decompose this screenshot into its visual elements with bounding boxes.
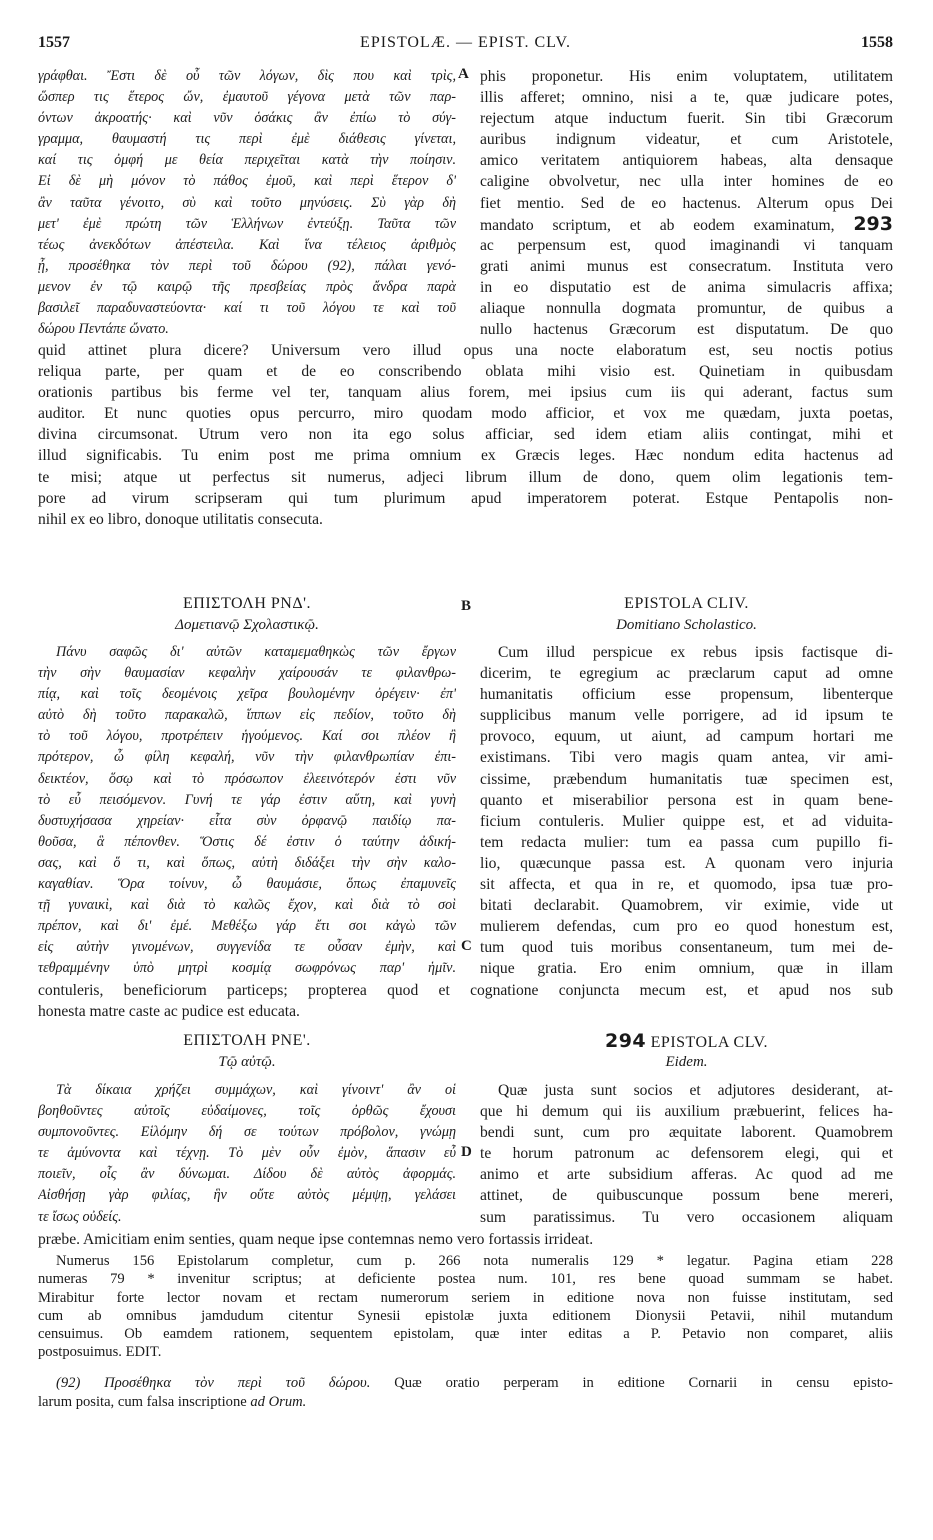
greek-addressee-155: Τῷ αὐτῷ. xyxy=(218,1054,276,1070)
running-head xyxy=(38,34,893,56)
page-number-left: 1557 xyxy=(38,34,70,51)
latin-line: dicerim, te egregium ac præclarum caput ad omne xyxy=(480,665,893,683)
latin-line: Cum illud perspicue ex rebus ipsis factisque di- xyxy=(498,644,893,661)
greek-line: τὴν σὴν θαυμασίαν κεφαλὴν χαίρουσάν τε φιλανθρω- xyxy=(38,665,456,682)
latin-letter-title-155 xyxy=(480,1030,893,1052)
latin-line: tum quod tuis moribus consentaneum, tum mei de- xyxy=(480,939,893,957)
latin-line: nullo hactenus Græcorum est disputatum. De quo xyxy=(480,321,893,339)
latin-line: grati animi munus est consecratum. Instituta vero xyxy=(480,257,893,275)
latin-line: provoco, equum, ut aiunt, ad campum hortari me xyxy=(480,728,893,746)
margin-letter-d: D xyxy=(461,1144,472,1160)
greek-column-154 xyxy=(38,642,456,980)
greek-line: πρότερον, ὦ φίλη κεφαλή, νῦν τὴν φιλανθρωπίαν ἐπι- xyxy=(38,749,456,766)
editor-note xyxy=(38,1252,893,1362)
page xyxy=(38,0,893,1540)
text-line: te misi; atque ut perfectus sit numerus, adjeci librum illum de dono, quem olim legationis tem- xyxy=(38,468,893,486)
latin-column-continuation xyxy=(480,66,893,340)
margin-letter-c: C xyxy=(461,938,472,954)
latin-line: ac perpensum est, quod imaginandi vi tanquam xyxy=(480,236,893,254)
latin-line: bendi sunt, cum pro æquitate laborent. Quamobrem xyxy=(480,1124,893,1142)
note-line: Numerus 156 Epistolarum completur, cum p. 266 nota numeralis 129 * legatur. Pagina etiam 228 xyxy=(56,1253,893,1269)
greek-line: δεικτέον, ὅσῳ καὶ τὸ πρόσωπον ἐλεεινότερόν ἐστι νῦν xyxy=(38,770,456,787)
greek-line: ᾖ, προσέθηκα τὸν περὶ τοῦ δώρου (92), πάλαι γενό- xyxy=(38,257,456,274)
footnote-text: Quæ oratio perperam in editione Cornarii in censu episto- xyxy=(394,1375,893,1391)
footnote-text: larum posita, cum falsa inscriptione xyxy=(38,1393,247,1410)
text-line: nihil ex eo libro, donoque utilitatis consecuta. xyxy=(38,510,323,528)
greek-line: πρέπον, καὶ δι' ἐμέ. Μεθέξω γάρ ἔτι σοι κἀγὼ τῶν xyxy=(38,918,456,935)
latin-line: rejectum atque inductum fuerit. Sin tibi Græcorum xyxy=(480,110,893,128)
greek-line: μενον ἐν τῷ καιρῷ τῆς πρεσβείας πρὸς ἄνδρα παρὰ xyxy=(38,278,456,295)
greek-line: τέως ἀνεκδότων ἀπέστειλα. Καὶ ἵνα τέλειος ἀριθμὸς xyxy=(38,236,456,253)
greek-column-continuation xyxy=(38,66,456,340)
greek-line: γραμμα, θαυμαστή τις περὶ ἐμὲ διάθεσις γίνεται, xyxy=(38,131,456,148)
text-line: quid attinet plura dicere? Universum vero illud opus una nocte elaboratum est, seu noctis potius xyxy=(38,342,893,359)
text-line: illud significabis. Tu enim post me prima omnium ex Græcis leges. Hæc nondum edita hactenus ad xyxy=(38,447,893,465)
latin-line: in eo disputatio est de anima simulacris affixa; xyxy=(480,278,893,296)
greek-line: τὸ εὖ πεισόμενον. Γυνή τε γάρ ἐστιν αὕτη, καὶ γυνὴ xyxy=(38,791,456,808)
greek-line: ὥσπερ τις ἕτερος ὤν, ἐμαυτοῦ γέγονα μετὰ τῶν παρ- xyxy=(38,89,456,106)
greek-line: πίᾳ, καὶ τοῖς δεομένοις χεῖρα βουλομένην ὀρέγειν· ἐπ' xyxy=(38,686,456,703)
running-title: EPISTOLÆ. — EPIST. CLV. xyxy=(360,34,571,51)
greek-line: βοηθοῦντες αὐτοῖς εὐδαίμονες, τοῖς ὀρθῶς ἔχουσι xyxy=(38,1103,456,1120)
margin-letter-a: A xyxy=(458,66,469,82)
greek-line: συμπονοῦντες. Εἱλόμην δή σε τούτων πρόβολον, γνώμῃ xyxy=(38,1124,456,1141)
latin-title-text: EPISTOLA CLV. xyxy=(650,1034,769,1051)
latin-line xyxy=(480,214,893,235)
note-line: Mirabitur forte lector novam et rectam numerorum seriem in editione nova non fuisse institutam, sed xyxy=(38,1289,893,1306)
greek-column-155 xyxy=(38,1080,456,1228)
footnote-italic: ad Orum. xyxy=(250,1393,307,1410)
latin-line: mulierem defendas, cum pro eo quod honestum est, xyxy=(480,918,893,936)
greek-line: όντων ἀκροατής· καὶ νῦν ὁσάκις ἂν ἐπίω τὸ σύγ- xyxy=(38,110,456,127)
full-width-continuation xyxy=(38,340,893,530)
greek-line: Πάνυ σαφῶς δι' αὐτῶν καταμεμαθηκὼς τῶν ἔργων xyxy=(56,644,456,660)
footnote-92 xyxy=(38,1374,893,1411)
latin-line: cissime, præbendum humanitatis tuæ specimen est, xyxy=(480,770,893,788)
latin-line: quanto et miserabilior persona est in quam bene- xyxy=(480,791,893,809)
text-line: præbe. Amicitiam enim senties, quam neque ipse contemnas nemo vero fortassis irrideat. xyxy=(38,1231,594,1248)
margin-letter-b: B xyxy=(461,598,472,614)
latin-line: Quæ justa sunt socios et adjutores desiderant, at- xyxy=(498,1082,893,1099)
latin-addressee-155: Eidem. xyxy=(665,1054,708,1070)
greek-line: γράφθαι. Ἔστι δὲ οὗ τῶν λόγων, δὶς που καὶ τρὶς, xyxy=(38,68,456,84)
greek-line: εἰς αὐτὴν γινομένων, συγγενίδα τε οὖσαν ἐμὴν, καὶ xyxy=(38,939,456,956)
latin-line: que hi demum qui iis auxilium præbuerint, felices ha- xyxy=(480,1103,893,1121)
latin-line: existimans. Tibi vero magis quam antea, vir ami- xyxy=(480,749,893,767)
latin-line: aliaque nonnulla dogmata promuntur, de quibus a xyxy=(480,300,893,318)
latin-line: phis proponetur. His enim voluptatem, utilitatem xyxy=(480,68,893,85)
note-line: numeras 79 * invenitur scriptus; at deficiente postea num. 101, res bene quoad summam se habet. xyxy=(38,1271,893,1288)
greek-line: τὸ τοῦ λόγου, προτρέπειν ἡγούμενος. Καί σοι πλέον ἢ xyxy=(38,728,456,745)
greek-line: βασιλεῖ παραδυναστεύοντα· καί τι τοῦ λόγου τε καὶ τοῦ xyxy=(38,300,456,317)
text-line: divina circumsonat. Utrum vero non ita ego solus afficiar, sed idem etiam aliis contingat, mihi et xyxy=(38,426,893,444)
greek-line: αὐτὸ δὴ τοῦτο παρακαλῶ, ἵππων εἰς πεδίον, τοῦτο δὴ xyxy=(38,707,456,724)
page-number-right: 1558 xyxy=(861,34,893,51)
latin-line: supplicibus manum velle porrigere, ad id ipsum te xyxy=(480,707,893,725)
footnote-greek-lemma: (92) Προσέθηκα τὸν περὶ τοῦ δώρου. xyxy=(56,1375,371,1391)
latin-line-text: mandato scriptum, et ab eodem examinatum, xyxy=(480,216,835,234)
greek-line: σας, καὶ ὅ τι, καὶ ὅπως, αὐτὴ διδάξει τὴν σὴν καλο- xyxy=(38,854,456,871)
text-line: pore ad virum scripseram qui tum plurimum apud imperatorem poterat. Estque Pentapolis non- xyxy=(38,489,893,507)
greek-line: Τὰ δίκαια χρήζει συμμάχων, καὶ γίνοιντ' ἂν οἱ xyxy=(56,1082,456,1098)
latin-column-154 xyxy=(480,642,893,980)
greek-line: Εἰ δὲ μὴ μόνον τὸ πάθος ἐμοῦ, καὶ περὶ ἕτερον δ' xyxy=(38,173,456,190)
footnote-line xyxy=(38,1374,893,1393)
greek-line: καί τις ὀμφή με θεία περιχεῖται κατὰ τὴν ποίησιν. xyxy=(38,152,456,169)
greek-line: τεθραμμένην ὑπὸ μητρὶ κοσμίᾳ σωφρόνως παρ' ἡμῖν. xyxy=(38,960,456,977)
latin-column-155 xyxy=(480,1080,893,1228)
note-line: censuimus. Ob eamdem rationem, sequentem epistolam, quæ inter editas a P. Petavio non comparet, aliis xyxy=(38,1326,893,1343)
latin-line: lio, quæcunque passa est. A quonam vero injuria xyxy=(480,854,893,872)
latin-line: caligine obvolvetur, nec ulla inter homines de eo xyxy=(480,173,893,191)
greek-line: δώρου Πεντάπε ὤνατο. xyxy=(38,321,169,338)
latin-line: nique gratia. Ero enim omnium, quæ in illam xyxy=(480,960,893,978)
greek-line: μετ' ἐμὲ πρώτη τῶν Ἑλλήνων ἐντεύξῃ. Ταῦτα τῶν xyxy=(38,215,456,232)
latin-line: humanitatis officium esse propensum, libenterque xyxy=(480,686,893,704)
note-line: cum ab omnibus jamdudum citentur Synesii epistolæ juxta editionem Dionysii Petavii, nihil mutandum xyxy=(38,1307,893,1324)
latin-line: sit affecta, et qua in re, et quomodo, ipsa tuæ pro- xyxy=(480,876,893,894)
greek-letter-title-155: ΕΠΙΣΤΟΛΗ ΡΝΕ'. xyxy=(183,1032,311,1049)
latin-line: ficium contuleris. Mulier quippe est, et ad viduita- xyxy=(480,812,893,830)
greek-line: τῇ γυναικὶ, καὶ διὰ τὸ καλῶς ἔχον, καὶ διὰ τὸ σοὶ xyxy=(38,897,456,914)
edition-page-number-294: 294 xyxy=(604,1030,647,1052)
latin-line: te horum patronum ac defensorem elegi, qui et xyxy=(480,1145,893,1163)
latin-line: illis afferet; omnino, nisi a te, quæ judicare potes, xyxy=(480,89,893,107)
full-width-155 xyxy=(38,1229,893,1250)
greek-line: θοῦσα, ἃ πέπονθεν. Ὅστις δέ ἐστιν ὁ ταύτην ἀδική- xyxy=(38,833,456,850)
latin-line: fiet mentio. Sed de eo hactenus. Alterum opus Dei xyxy=(480,194,893,212)
text-line: contuleris, beneficiorum particeps; propterea quod et cognatione conjuncta mecum est, et apud nos sub xyxy=(38,982,893,999)
latin-line: auribus indignum videatur, et cum Aristotele, xyxy=(480,131,893,149)
latin-line: animo et arte subsidium afferas. Ac quod ad me xyxy=(480,1166,893,1184)
greek-line: ἂν ταῦτα γένοιτο, σὺ καὶ τοῦτο μηνύσεις. Σὺ γὰρ δὴ xyxy=(38,194,456,211)
latin-letter-title-154: EPISTOLA CLIV. xyxy=(624,595,749,612)
footnote-line xyxy=(38,1393,893,1412)
greek-line: τε ἀμύνοντα καὶ τέχνῃ. Τὸ μὲν οὖν ἐμὸν, ἅπασιν εὖ xyxy=(38,1145,456,1162)
latin-line: tem redacta mulier: tum ea passa cum pupillo fi- xyxy=(480,833,893,851)
text-line: auditor. Et nunc quoties opus percurro, miro quodam modo afficior, et vox me quædam, juxta poetas, xyxy=(38,405,893,423)
full-width-154 xyxy=(38,980,893,1022)
greek-line: ποιεῖν, οἷς ἂν δύνωμαι. Δίδου δὲ αὐτὸς ἀφορμάς. xyxy=(38,1166,456,1183)
greek-line: καγαθίαν. Ὅρα τοίνυν, ὦ θαυμάσιε, ὅπως ἐπαμυνεῖς xyxy=(38,876,456,893)
greek-line: Αἰσθήσῃ γὰρ φιλίας, ἣν οὔτε αὐτὸς μέμψῃ, γελάσει xyxy=(38,1187,456,1204)
greek-addressee-154: Δομετιανῷ Σχολαστικῷ. xyxy=(175,617,319,633)
latin-line: bitati declarabit. Quamobrem, vir eximie, vide ut xyxy=(480,897,893,915)
text-line: honesta matre caste ac pudice est educata. xyxy=(38,1003,300,1021)
text-line: reliqua parte, per quam et de eo conscribendo oblata mihi visio est. Quinetiam in quibusdam xyxy=(38,363,893,381)
text-line: orationis partibus bis ferme vel ter, tanquam alius forem, mei ipsius cum iis qui aderant, factus sum xyxy=(38,384,893,402)
greek-line: τε ἴσως οὐδείς. xyxy=(38,1208,122,1225)
latin-addressee-154: Domitiano Scholastico. xyxy=(616,617,757,633)
latin-line: amico veritatem antiquiorem habeas, alta densaque xyxy=(480,152,893,170)
greek-line: δυστυχήσασα χηρείαν· εἶτα σὺν ὀρφανῷ παιδίῳ πα- xyxy=(38,812,456,829)
greek-letter-title-154: ΕΠΙΣΤΟΛΗ ΡΝΔ'. xyxy=(182,595,312,612)
note-line: postposuimus. EDIT. xyxy=(38,1344,162,1361)
latin-line: sum paratissimus. Tu vero occasionem aliquam xyxy=(480,1208,893,1226)
edition-page-number-293: 293 xyxy=(853,212,893,235)
latin-line: attinet, de quibuscunque possum bene mereri, xyxy=(480,1187,893,1205)
